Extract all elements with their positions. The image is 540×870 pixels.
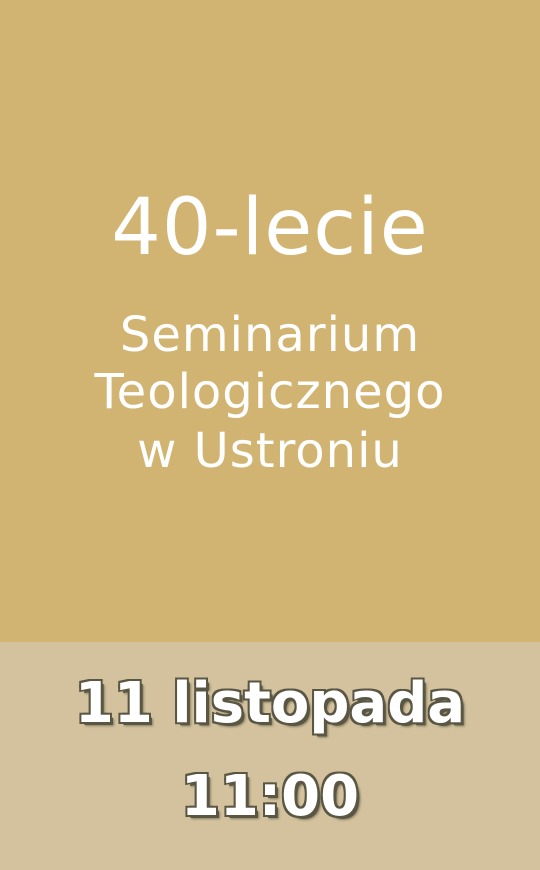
subtitle-line-3: w Ustroniu (137, 423, 403, 479)
event-date: 11 listopada (74, 671, 466, 736)
event-time: 11:00 (180, 764, 360, 829)
anniversary-headline: 40-lecie (111, 183, 429, 273)
subtitle-line-1: Seminarium (119, 307, 421, 363)
subtitle-line-2: Teologicznego (94, 364, 446, 420)
